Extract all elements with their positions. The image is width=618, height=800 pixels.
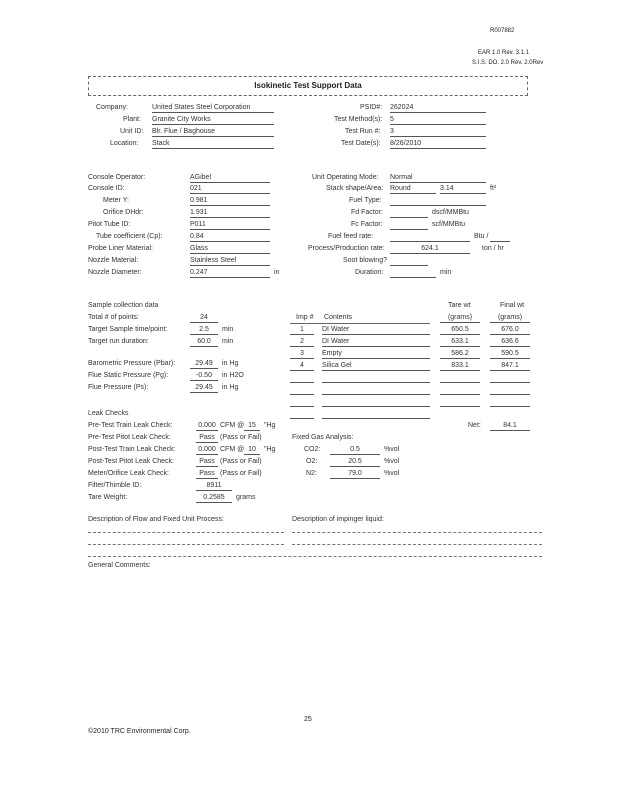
tube-coefficient-label: Tube coefficient (Cp): [96, 233, 163, 240]
impinger-blank-row [490, 385, 530, 395]
nozzle-diameter-label: Nozzle Diameter: [88, 269, 142, 276]
soot-blowing-label: Soot blowing? [343, 257, 387, 264]
impinger-blank-row [290, 409, 314, 419]
footer-copyright: ©2010 TRC Environmental Corp. [88, 728, 191, 735]
static-pressure-value: -0.50 [190, 371, 218, 381]
total-points-value: 24 [190, 313, 218, 323]
orifice-label: Orifice DHdr: [103, 209, 144, 216]
fd-factor-value [390, 208, 428, 218]
pitot-tube-label: Pitot Tube ID: [88, 221, 131, 228]
impinger-blank-row [440, 385, 480, 395]
impinger-blank-row [490, 397, 530, 407]
fc-factor-value [390, 220, 428, 230]
impinger-blank-row [440, 397, 480, 407]
leak-checks-title: Leak Checks [88, 410, 129, 417]
duration-label: Duration: [355, 269, 384, 276]
barometric-pressure-label: Barometric Pressure (Pbar): [88, 360, 176, 367]
probe-liner-label: Probe Liner Material: [88, 245, 153, 252]
co2-value: 0.5 [330, 445, 380, 455]
title-box [88, 76, 528, 96]
n2-label: N2: [306, 470, 317, 477]
tube-coefficient-value: 0.84 [190, 232, 270, 242]
impinger-contents: Empty [322, 349, 430, 359]
plant-label: Plant: [123, 116, 141, 123]
meter-value: 0.981 [190, 196, 270, 206]
duration-unit: min [440, 269, 452, 276]
pre-pitot-leak-options: (Pass or Fail) [220, 434, 262, 441]
impinger-blank-row [322, 409, 430, 419]
nozzle-diameter-unit: in [274, 269, 280, 276]
impinger-liquid-line [292, 544, 542, 545]
run-duration-label: Target run duration: [88, 338, 149, 345]
orifice-leak-label: Meter/Orifice Leak Check: [88, 470, 169, 477]
process-rate-label: Process/Production rate: [308, 245, 385, 252]
filter-id-value: 8911 [196, 481, 232, 491]
run-duration-unit: min [222, 338, 234, 345]
console-operator-value: AGibel [190, 173, 270, 183]
console-id-value: 021 [190, 184, 270, 194]
tare-weight-unit: grams [236, 494, 256, 501]
orifice-value: 1.931 [190, 208, 270, 218]
stack-area-unit: ft² [490, 185, 497, 192]
fd-factor-label: Fd Factor: [351, 209, 383, 216]
pre-train-leak-unit: "Hg [264, 422, 276, 429]
location-label: Location: [110, 140, 139, 147]
impinger-blank-row [322, 373, 430, 383]
probe-liner-value: Glass [190, 244, 270, 254]
co2-label: CO2: [304, 446, 321, 453]
orifice-leak-options: (Pass or Fail) [220, 470, 262, 477]
fuel-feed-rate-unit-blank [490, 232, 510, 242]
plant-value: Granite City Works [152, 115, 274, 125]
o2-unit: %vol [384, 458, 400, 465]
impinger-liquid-label: Description of impinger liquid: [292, 516, 384, 523]
impinger-number: 3 [290, 349, 314, 359]
impinger-final: 676.0 [490, 325, 530, 335]
barometric-pressure-value: 29.49 [190, 359, 218, 369]
filter-id-label: Filter/Thimble ID: [88, 482, 142, 489]
company-label: Company: [96, 104, 128, 111]
console-operator-label: Console Operator: [88, 174, 146, 181]
flue-pressure-unit: in Hg [222, 384, 239, 391]
impinger-number: 2 [290, 337, 314, 347]
document-id: R007882 [490, 28, 515, 34]
impinger-col-tare: Tare wt [448, 302, 471, 309]
fixed-gas-title: Fixed Gas Analysis: [292, 434, 354, 441]
impinger-net-value: 84.1 [490, 421, 530, 431]
impinger-final: 636.6 [490, 337, 530, 347]
fuel-feed-rate-value [390, 232, 470, 242]
test-date-value: 8/26/2010 [390, 139, 486, 149]
page-title: Isokinetic Test Support Data [254, 81, 362, 90]
nozzle-material-value: Stainless Steel [190, 256, 270, 266]
impinger-blank-row [322, 385, 430, 395]
impinger-tare: 633.1 [440, 337, 480, 347]
page-number: 25 [304, 716, 312, 723]
flow-description-label: Description of Flow and Fixed Unit Process: [88, 516, 224, 523]
pitot-tube-value: P011 [190, 220, 270, 230]
impinger-tare: 833.1 [440, 361, 480, 371]
psid-value: 262024 [390, 103, 486, 113]
co2-unit: %vol [384, 446, 400, 453]
sample-time-unit: min [222, 326, 234, 333]
impinger-col-number: Imp # [296, 314, 314, 321]
impinger-contents: Silica Gel [322, 361, 430, 371]
n2-value: 79.0 [330, 469, 380, 479]
barometric-pressure-unit: in Hg [222, 360, 239, 367]
post-train-leak-label: Post-Test Train Leak Check: [88, 446, 176, 453]
pre-pitot-leak-label: Pre-Test Pitot Leak Check: [88, 434, 171, 441]
document-reference-2: S.I.S. DO. 2.0 Rev. 2.0Rev [472, 60, 544, 66]
duration-value [390, 268, 436, 278]
comments-divider [88, 556, 542, 557]
pre-pitot-leak-value: Pass [196, 433, 218, 443]
fd-factor-unit: dscf/MMBtu [432, 209, 469, 216]
impinger-final-unit: (grams) [490, 313, 530, 323]
flow-description-line [88, 544, 284, 545]
impinger-contents: DI Water [322, 325, 430, 335]
impinger-col-final: Final wt [500, 302, 525, 309]
total-points-label: Total # of points: [88, 314, 139, 321]
sample-collection-title: Sample collection data [88, 302, 159, 309]
test-run-label: Test Run #: [345, 128, 381, 135]
general-comments-label: General Comments: [88, 562, 151, 569]
nozzle-diameter-value: 0.247 [190, 268, 270, 278]
impinger-final: 590.5 [490, 349, 530, 359]
impinger-blank-row [290, 397, 314, 407]
stack-shape-value: Round [390, 184, 436, 194]
operating-mode-label: Unit Operating Mode: [312, 174, 379, 181]
post-train-leak-unit: "Hg [264, 446, 276, 453]
impinger-contents: DI Water [322, 337, 430, 347]
unit-id-value: Blr. Flue / Baghouse [152, 127, 274, 137]
fuel-type-value [390, 196, 486, 206]
impinger-liquid-line [292, 532, 542, 533]
fuel-type-label: Fuel Type: [349, 197, 382, 204]
pre-train-leak-vacuum: 15 [244, 421, 260, 431]
impinger-tare-unit: (grams) [440, 313, 480, 323]
post-train-leak-vacuum: 10 [244, 445, 260, 455]
pre-train-leak-value: 0.000 [196, 421, 218, 431]
post-train-leak-value: 0.000 [196, 445, 218, 455]
impinger-blank-row [290, 373, 314, 383]
fuel-feed-rate-unit: Btu / [474, 233, 489, 240]
document-reference-1: EAR 1.0 Rev. 3.1.1 [478, 50, 529, 56]
fc-factor-unit: scf/MMBtu [432, 221, 466, 228]
process-rate-unit: ton / hr [482, 245, 504, 252]
sample-time-label: Target Sample time/point: [88, 326, 168, 333]
process-rate-value: 624.1 [390, 244, 470, 254]
psid-label: PSID#: [360, 104, 383, 111]
impinger-net-label: Net: [468, 422, 481, 429]
impinger-col-contents: Contents [324, 314, 353, 321]
flue-pressure-value: 29.45 [190, 383, 218, 393]
run-duration-value: 60.0 [190, 337, 218, 347]
static-pressure-unit: in H2O [222, 372, 244, 379]
impinger-blank-row [440, 373, 480, 383]
impinger-final: 847.1 [490, 361, 530, 371]
fuel-feed-rate-label: Fuel feed rate: [328, 233, 374, 240]
impinger-tare: 586.2 [440, 349, 480, 359]
post-pitot-leak-options: (Pass or Fail) [220, 458, 262, 465]
impinger-number: 4 [290, 361, 314, 371]
stack-area-value: 3.14 [440, 184, 486, 194]
o2-value: 20.5 [330, 457, 380, 467]
impinger-number: 1 [290, 325, 314, 335]
sample-time-value: 2.5 [190, 325, 218, 335]
test-method-label: Test Method(s): [334, 116, 383, 123]
console-id-label: Console ID: [88, 185, 125, 192]
tare-weight-value: 0.2585 [196, 493, 232, 503]
impinger-tare: 650.5 [440, 325, 480, 335]
company-value: United States Steel Corporation [152, 103, 274, 113]
fc-factor-label: Fc Factor: [351, 221, 383, 228]
static-pressure-label: Flue Static Pressure (Pg): [88, 372, 169, 379]
test-date-label: Test Date(s): [341, 140, 381, 147]
meter-label: Meter Y: [103, 197, 129, 204]
soot-blowing-value [390, 256, 428, 266]
impinger-header-rule [290, 323, 430, 324]
pre-train-leak-mid: CFM @ [220, 422, 245, 429]
impinger-blank-row [490, 373, 530, 383]
stack-shape-label: Stack shape/Area: [326, 185, 384, 192]
pre-train-leak-label: Pre-Test Train Leak Check: [88, 422, 173, 429]
impinger-blank-row [322, 397, 430, 407]
o2-label: O2: [306, 458, 318, 465]
flow-description-line [88, 532, 284, 533]
test-run-value: 3 [390, 127, 486, 137]
unit-id-label: Unit ID: [120, 128, 144, 135]
tare-weight-label: Tare Weight: [88, 494, 128, 501]
operating-mode-value: Normal [390, 173, 486, 183]
post-train-leak-mid: CFM @ [220, 446, 245, 453]
post-pitot-leak-label: Post-Test Pitot Leak Check: [88, 458, 174, 465]
test-method-value: 5 [390, 115, 486, 125]
n2-unit: %vol [384, 470, 400, 477]
location-value: Stack [152, 139, 274, 149]
orifice-leak-value: Pass [196, 469, 218, 479]
impinger-blank-row [290, 385, 314, 395]
flue-pressure-label: Flue Pressure (Ps): [88, 384, 149, 391]
post-pitot-leak-value: Pass [196, 457, 218, 467]
nozzle-material-label: Nozzle Material: [88, 257, 139, 264]
